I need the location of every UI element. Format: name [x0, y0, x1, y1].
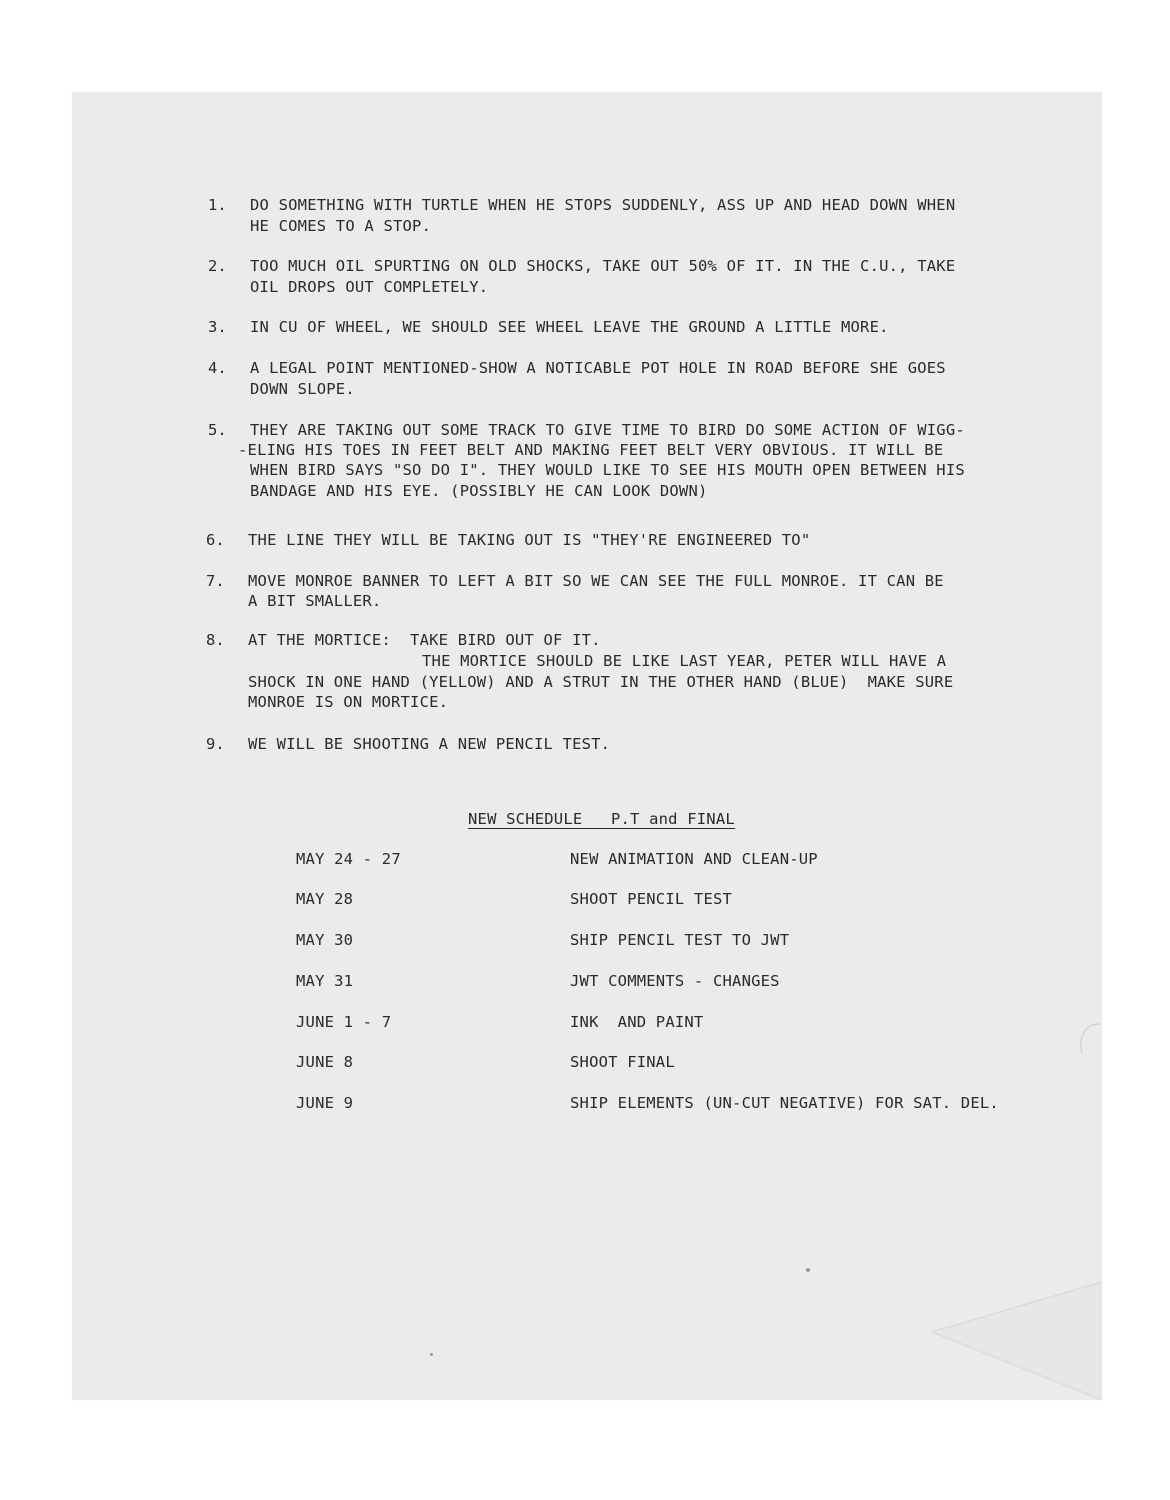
note-5-line-3: WHEN BIRD SAYS "SO DO I". THEY WOULD LIKE TO SEE HIS MOUTH OPEN BETWEEN HIS: [250, 461, 965, 479]
schedule-date-4: MAY 31: [296, 972, 354, 990]
note-5-line-1: THEY ARE TAKING OUT SOME TRACK TO GIVE TIME TO BIRD DO SOME ACTION OF WIGG-: [250, 421, 965, 439]
note-4-line-1: A LEGAL POINT MENTIONED-SHOW A NOTICABLE POT HOLE IN ROAD BEFORE SHE GOES: [250, 359, 946, 377]
note-8-line-1: AT THE MORTICE: TAKE BIRD OUT OF IT.: [248, 631, 601, 649]
schedule-task-5: INK AND PAINT: [570, 1013, 704, 1031]
schedule-date-1: MAY 24 - 27: [296, 850, 401, 868]
note-1-line-2: HE COMES TO A STOP.: [250, 217, 432, 235]
schedule-date-7: JUNE 9: [296, 1094, 354, 1112]
note-number-8: 8.: [206, 631, 225, 649]
note-number-5: 5.: [208, 421, 227, 439]
note-number-2: 2.: [208, 257, 227, 275]
note-4-line-2: DOWN SLOPE.: [250, 380, 355, 398]
note-number-4: 4.: [208, 359, 227, 377]
note-number-9: 9.: [206, 735, 225, 753]
schedule-date-5: JUNE 1 - 7: [296, 1013, 392, 1031]
paper-speck: [806, 1268, 810, 1272]
note-1-line-1: DO SOMETHING WITH TURTLE WHEN HE STOPS SUDDENLY, ASS UP AND HEAD DOWN WHEN: [250, 196, 956, 214]
note-9-line-1: WE WILL BE SHOOTING A NEW PENCIL TEST.: [248, 735, 611, 753]
note-number-6: 6.: [206, 531, 225, 549]
note-8-line-4: MONROE IS ON MORTICE.: [248, 693, 449, 711]
note-2-line-2: OIL DROPS OUT COMPLETELY.: [250, 278, 489, 296]
paper-speck: [430, 1353, 433, 1356]
schedule-task-3: SHIP PENCIL TEST TO JWT: [570, 931, 790, 949]
note-7-line-2: A BIT SMALLER.: [248, 592, 382, 610]
schedule-date-2: MAY 28: [296, 890, 354, 908]
note-5-line-2: -ELING HIS TOES IN FEET BELT AND MAKING FEET BELT VERY OBVIOUS. IT WILL BE: [238, 441, 944, 459]
schedule-task-6: SHOOT FINAL: [570, 1053, 675, 1071]
note-8-line-3: SHOCK IN ONE HAND (YELLOW) AND A STRUT IN THE OTHER HAND (BLUE) MAKE SURE: [248, 673, 954, 691]
note-3-line-1: IN CU OF WHEEL, WE SHOULD SEE WHEEL LEAVE THE GROUND A LITTLE MORE.: [250, 318, 889, 336]
typed-memo-page: [72, 92, 1102, 1400]
schedule-task-7: SHIP ELEMENTS (UN-CUT NEGATIVE) FOR SAT. DEL.: [570, 1094, 999, 1112]
note-number-1: 1.: [208, 196, 227, 214]
note-7-line-1: MOVE MONROE BANNER TO LEFT A BIT SO WE CAN SEE THE FULL MONROE. IT CAN BE: [248, 572, 944, 590]
paper-curl-mark: [1072, 1020, 1102, 1060]
schedule-title: NEW SCHEDULE P.T and FINAL: [468, 810, 735, 828]
note-number-7: 7.: [206, 572, 225, 590]
schedule-date-6: JUNE 8: [296, 1053, 354, 1071]
schedule-task-1: NEW ANIMATION AND CLEAN-UP: [570, 850, 818, 868]
note-8-line-2: THE MORTICE SHOULD BE LIKE LAST YEAR, PETER WILL HAVE A: [422, 652, 947, 670]
paper-fold-crease: [932, 1262, 1102, 1400]
schedule-task-4: JWT COMMENTS - CHANGES: [570, 972, 780, 990]
schedule-date-3: MAY 30: [296, 931, 354, 949]
note-number-3: 3.: [208, 318, 227, 336]
note-6-line-1: THE LINE THEY WILL BE TAKING OUT IS "THEY'RE ENGINEERED TO": [248, 531, 811, 549]
note-2-line-1: TOO MUCH OIL SPURTING ON OLD SHOCKS, TAKE OUT 50% OF IT. IN THE C.U., TAKE: [250, 257, 956, 275]
note-5-line-4: BANDAGE AND HIS EYE. (POSSIBLY HE CAN LOOK DOWN): [250, 482, 708, 500]
schedule-task-2: SHOOT PENCIL TEST: [570, 890, 733, 908]
